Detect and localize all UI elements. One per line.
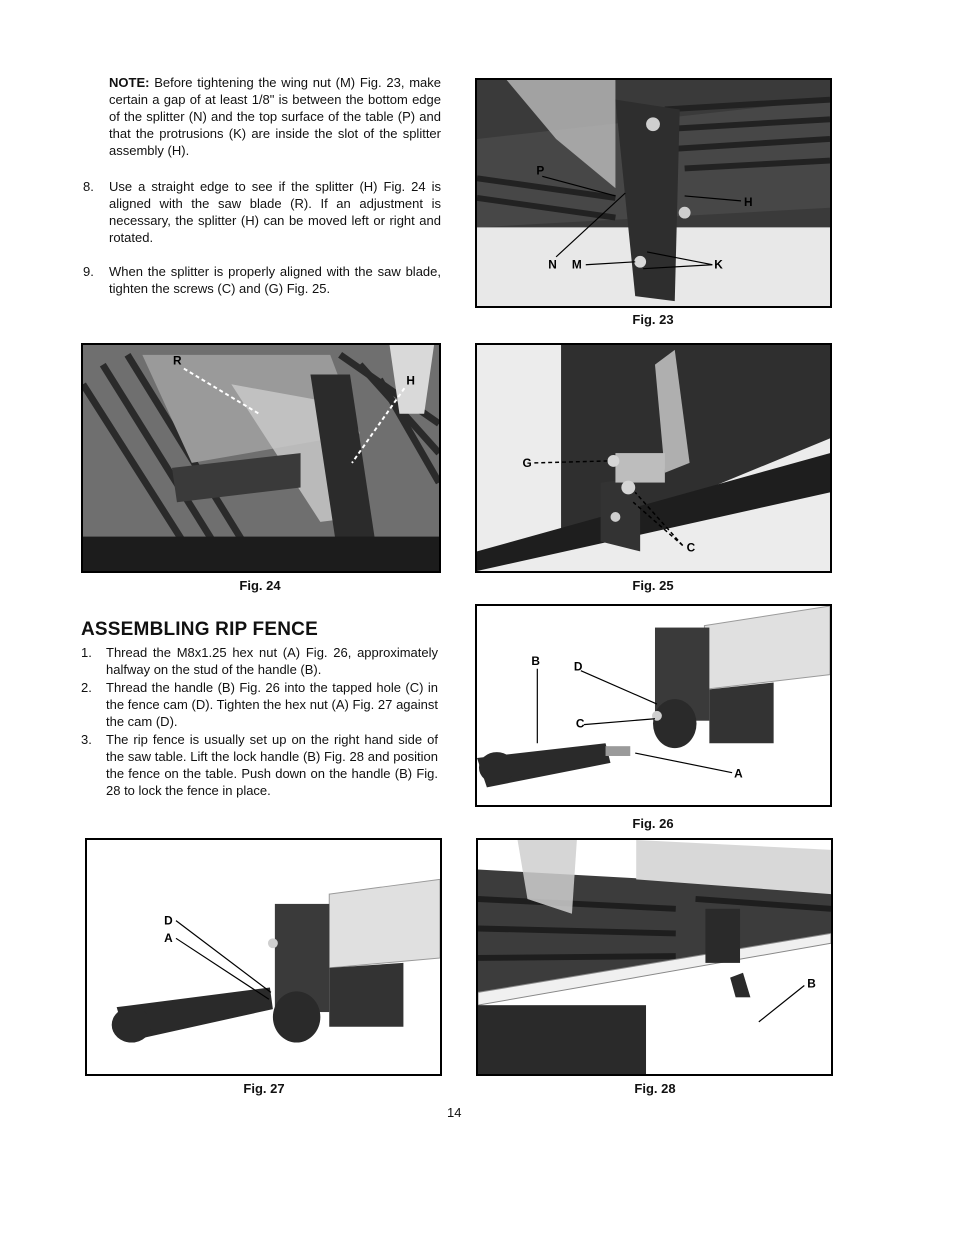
label-a: A [734, 766, 743, 781]
step-number: 8. [83, 179, 94, 194]
label-b: B [807, 976, 816, 991]
label-d: D [573, 659, 583, 674]
figure-23-photo [475, 78, 832, 308]
note-label: NOTE: [109, 75, 150, 90]
note-paragraph [109, 74, 441, 159]
label-k: K [714, 257, 723, 272]
section-title: ASSEMBLING RIP FENCE [81, 619, 318, 640]
step-text: The rip fence is usually set up on the right hand side of the saw table. Lift the lock handle (B) Fig. 28 and position the fence on the table. Push down on the handle (B) Fig. 28 to lock the fence in place. [106, 732, 438, 798]
label-a: A [164, 931, 173, 946]
step-text: Use a straight edge to see if the splitter (H) Fig. 24 is aligned with the saw blade (R). If an adjustment is necessary, the splitter (H) can be moved left or right and rotated. [109, 179, 441, 245]
step-number: 2. [81, 680, 92, 695]
label-r: R [172, 353, 182, 368]
figure-27-drawing [87, 840, 440, 1074]
page-number: 14 [447, 1105, 462, 1120]
label-c: C [686, 540, 696, 555]
label-g: G [522, 455, 532, 470]
figure-24-caption: Fig. 24 [239, 578, 281, 593]
figure-25-drawing [477, 345, 830, 571]
label-p: P [536, 163, 545, 178]
step-number: 3. [81, 732, 92, 747]
figure-26-caption: Fig. 26 [632, 816, 674, 831]
figure-24-photo [81, 343, 441, 573]
label-c: C [575, 716, 585, 731]
step-number: 1. [81, 645, 92, 660]
step-text: When the splitter is properly aligned with the saw blade, tighten the screws (C) and (G) Fig. 25. [109, 264, 441, 296]
label-h: H [743, 194, 753, 209]
label-n: N [548, 257, 557, 272]
figure-27-photo [85, 838, 442, 1076]
note-text: Before tightening the wing nut (M) Fig. 23, make certain a gap of at least 1/8" is between the bottom edge of the splitter (N) and the top surface of the table (P) and that the protrusions (K) are inside the slot of the splitter assembly (H). [109, 75, 441, 158]
figure-25-caption: Fig. 25 [632, 578, 674, 593]
step-text: Thread the handle (B) Fig. 26 into the tapped hole (C) in the fence cam (D). Tighten the hex nut (A) Fig. 27 against the cam (D). [106, 680, 438, 729]
figure-23-caption: Fig. 23 [632, 312, 674, 327]
step-number: 9. [83, 264, 94, 279]
figure-28-caption: Fig. 28 [634, 1081, 676, 1096]
figure-27-caption: Fig. 27 [243, 1081, 285, 1096]
label-b: B [531, 653, 540, 668]
figure-26-photo [475, 604, 832, 807]
figure-23-drawing [477, 80, 830, 306]
figure-28-photo [476, 838, 833, 1076]
figure-28-drawing [478, 840, 831, 1074]
label-h: H [406, 373, 415, 388]
step-text: Thread the M8x1.25 hex nut (A) Fig. 26, approximately halfway on the stud of the handle (B). [106, 645, 438, 677]
label-m: M [571, 257, 582, 272]
label-d: D [164, 913, 173, 928]
figure-25-photo [475, 343, 832, 573]
figure-24-drawing [83, 345, 439, 571]
figure-26-drawing [477, 606, 830, 805]
